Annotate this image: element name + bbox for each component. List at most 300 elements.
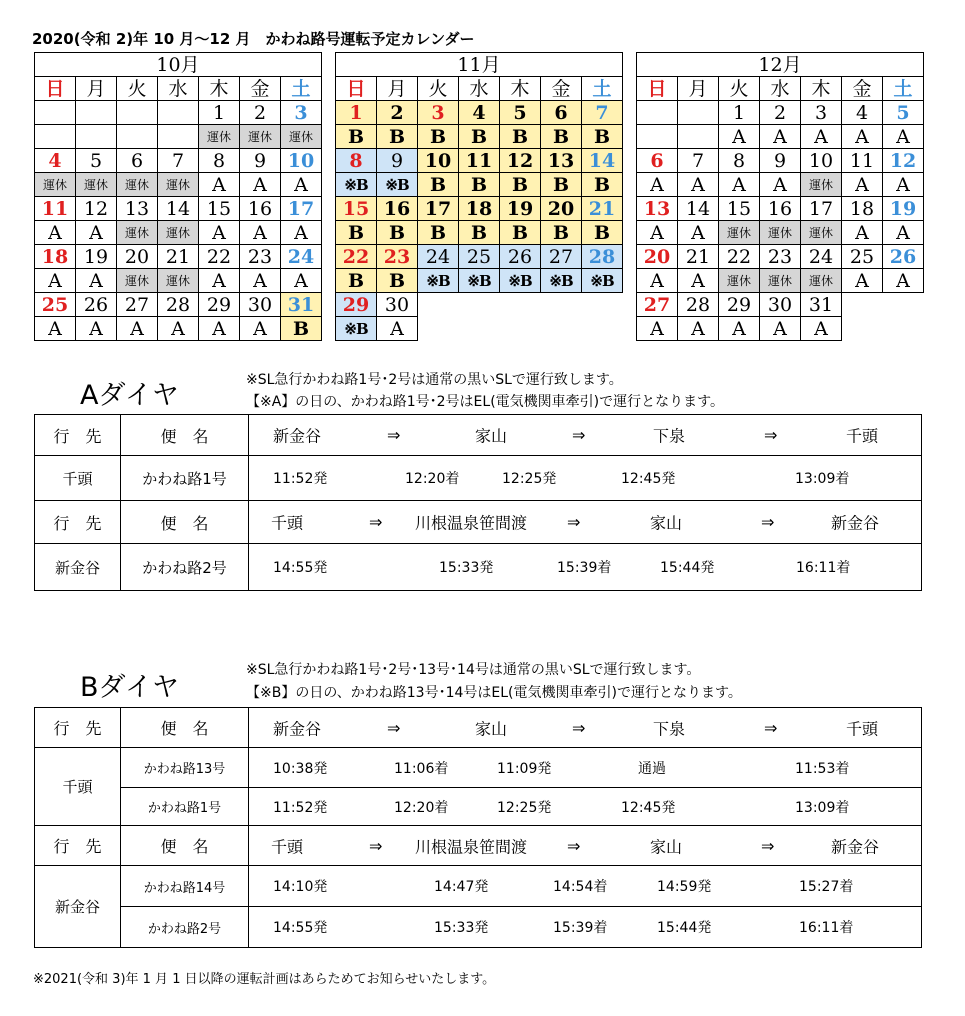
service-mark: B <box>541 173 582 197</box>
station-name: 新金谷 <box>831 513 880 533</box>
service-mark: 運休 <box>158 173 199 197</box>
arrow: ⇒ <box>369 836 383 855</box>
day-number: 9 <box>377 149 418 173</box>
service-mark: 運休 <box>117 221 158 245</box>
day-number: 18 <box>459 197 500 221</box>
service-mark: 運休 <box>240 125 281 149</box>
dia-a-note-2: 【※A】の日の、かわね路1号･2号はEL(電気機関車牽引)で運行となります。 <box>246 394 725 410</box>
service-mark: A <box>719 125 760 149</box>
day-number: 20 <box>637 245 678 269</box>
day-number: 19 <box>76 245 117 269</box>
day-number: 4 <box>842 101 883 125</box>
day-number: 7 <box>158 149 199 173</box>
service-mark: A <box>281 173 322 197</box>
service-mark: ※B <box>459 269 500 293</box>
service-mark: ※B <box>418 269 459 293</box>
day-number: 29 <box>719 293 760 317</box>
day-number: 10 <box>418 149 459 173</box>
empty-mark <box>158 125 199 149</box>
day-number: 1 <box>336 101 377 125</box>
station-name: 下泉 <box>653 719 686 738</box>
empty-mark <box>541 317 582 341</box>
day-number: 28 <box>582 245 623 269</box>
day-number: 12 <box>76 197 117 221</box>
service-mark: A <box>199 173 240 197</box>
day-number: 30 <box>240 293 281 317</box>
day-number: 8 <box>719 149 760 173</box>
empty-day <box>418 293 459 317</box>
time: 11:53着 <box>795 760 850 777</box>
day-number: 19 <box>500 197 541 221</box>
time: 14:47発 <box>434 879 489 895</box>
service-mark: A <box>35 269 76 293</box>
station-name: 新金谷 <box>273 719 322 738</box>
day-number: 29 <box>336 293 377 317</box>
service-mark: A <box>801 317 842 341</box>
day-number: 13 <box>117 197 158 221</box>
empty-mark <box>500 317 541 341</box>
service-mark: B <box>582 173 623 197</box>
day-number: 14 <box>678 197 719 221</box>
time: 14:59発 <box>657 879 712 895</box>
day-number: 17 <box>281 197 322 221</box>
train-name: かわね路2号 <box>121 544 249 591</box>
empty-day <box>883 293 924 317</box>
service-mark: A <box>240 317 281 341</box>
header-destination: 行 先 <box>35 501 121 544</box>
train-times <box>249 788 922 826</box>
service-mark: 運休 <box>117 269 158 293</box>
train-times <box>249 544 922 591</box>
train-times <box>249 748 922 788</box>
day-number: 29 <box>199 293 240 317</box>
day-number: 26 <box>883 245 924 269</box>
service-mark: A <box>637 317 678 341</box>
service-mark: A <box>35 221 76 245</box>
day-number: 25 <box>35 293 76 317</box>
header-destination: 行 先 <box>35 826 121 866</box>
arrow: ⇒ <box>387 718 401 737</box>
empty-day <box>35 101 76 125</box>
day-number: 3 <box>418 101 459 125</box>
day-number: 20 <box>117 245 158 269</box>
station-name: 新金谷 <box>831 837 880 856</box>
day-number: 14 <box>158 197 199 221</box>
time: 12:20着 <box>394 799 449 816</box>
day-number: 2 <box>240 101 281 125</box>
day-number: 9 <box>240 149 281 173</box>
train-times <box>249 866 922 907</box>
day-number: 5 <box>500 101 541 125</box>
station-name: 新金谷 <box>273 426 322 446</box>
calendar-december <box>636 52 924 341</box>
empty-day <box>582 293 623 317</box>
header-destination: 行 先 <box>35 708 121 748</box>
weekday-header: 金 <box>240 77 281 101</box>
day-number: 30 <box>377 293 418 317</box>
weekday-header: 水 <box>158 77 199 101</box>
service-mark: A <box>760 317 801 341</box>
service-mark: A <box>240 173 281 197</box>
service-mark: 運休 <box>76 173 117 197</box>
header-train-name: 便 名 <box>121 415 249 456</box>
day-number: 6 <box>637 149 678 173</box>
dia-b-title: Bダイヤ <box>80 672 179 703</box>
day-number: 21 <box>678 245 719 269</box>
arrow: ⇒ <box>567 512 581 532</box>
service-mark: 運休 <box>158 269 199 293</box>
day-number: 4 <box>35 149 76 173</box>
empty-mark <box>418 317 459 341</box>
month-label: 10月 <box>35 53 322 77</box>
day-number: 16 <box>377 197 418 221</box>
service-mark: A <box>637 269 678 293</box>
page-title: 2020(令和 2)年 10 月〜12 月 かわね路号運転予定カレンダー <box>32 30 475 48</box>
service-mark: A <box>158 317 199 341</box>
day-number: 5 <box>883 101 924 125</box>
service-mark: B <box>500 173 541 197</box>
dia-a-title: Aダイヤ <box>80 380 179 411</box>
service-mark: 運休 <box>760 269 801 293</box>
time: 15:39着 <box>553 920 608 936</box>
day-number: 28 <box>678 293 719 317</box>
train-times <box>249 907 922 948</box>
service-mark: B <box>541 125 582 149</box>
weekday-header: 水 <box>760 77 801 101</box>
service-mark: A <box>883 269 924 293</box>
day-number: 31 <box>801 293 842 317</box>
service-mark: 運休 <box>801 269 842 293</box>
empty-day <box>76 101 117 125</box>
day-number: 24 <box>418 245 459 269</box>
up-station-row <box>249 826 922 866</box>
day-number: 27 <box>637 293 678 317</box>
day-number: 21 <box>158 245 199 269</box>
day-number: 16 <box>760 197 801 221</box>
service-mark: A <box>76 317 117 341</box>
weekday-header: 土 <box>883 77 924 101</box>
day-number: 2 <box>760 101 801 125</box>
service-mark: 運休 <box>801 221 842 245</box>
service-mark: A <box>281 221 322 245</box>
day-number: 24 <box>281 245 322 269</box>
station-name: 家山 <box>475 719 508 738</box>
day-number: 1 <box>719 101 760 125</box>
train-name: かわね路13号 <box>121 748 249 788</box>
service-mark: A <box>76 221 117 245</box>
service-mark: A <box>719 317 760 341</box>
day-number: 31 <box>281 293 322 317</box>
day-number: 12 <box>500 149 541 173</box>
service-mark: 運休 <box>719 269 760 293</box>
arrow: ⇒ <box>764 718 778 737</box>
weekday-header: 火 <box>117 77 158 101</box>
time: 14:55発 <box>273 560 328 576</box>
service-mark: A <box>199 269 240 293</box>
day-number: 13 <box>541 149 582 173</box>
service-mark: 運休 <box>117 173 158 197</box>
header-train-name: 便 名 <box>121 826 249 866</box>
time: 15:33発 <box>434 920 489 936</box>
month-label: 11月 <box>336 53 623 77</box>
day-number: 8 <box>199 149 240 173</box>
time: 15:44発 <box>657 920 712 936</box>
day-number: 10 <box>801 149 842 173</box>
dia-a-note-1: ※SL急行かわね路1号･2号は通常の黒いSLで運行致します。 <box>246 372 623 388</box>
time: 13:09着 <box>795 471 850 487</box>
day-number: 22 <box>199 245 240 269</box>
empty-day <box>158 101 199 125</box>
service-mark: A <box>719 173 760 197</box>
day-number: 16 <box>240 197 281 221</box>
destination-cell: 千頭 <box>35 456 121 501</box>
dia-b-timetable <box>34 707 922 948</box>
service-mark: B <box>459 173 500 197</box>
service-mark: B <box>418 125 459 149</box>
header-train-name: 便 名 <box>121 708 249 748</box>
day-number: 2 <box>377 101 418 125</box>
service-mark: A <box>760 125 801 149</box>
service-mark: B <box>582 221 623 245</box>
weekday-header: 日 <box>336 77 377 101</box>
service-mark: A <box>240 269 281 293</box>
empty-day <box>637 101 678 125</box>
time: 14:54着 <box>553 879 608 895</box>
service-mark: A <box>801 125 842 149</box>
empty-day <box>842 293 883 317</box>
weekday-header: 月 <box>377 77 418 101</box>
time: 15:44発 <box>660 560 715 576</box>
day-number: 7 <box>582 101 623 125</box>
time: 15:27着 <box>799 879 854 895</box>
time: 10:38発 <box>273 760 328 777</box>
service-mark: ※B <box>377 173 418 197</box>
service-mark: A <box>281 269 322 293</box>
time: 16:11着 <box>796 560 851 576</box>
day-number: 25 <box>459 245 500 269</box>
time: 11:52発 <box>273 471 328 487</box>
station-name: 千頭 <box>271 837 304 856</box>
service-mark: A <box>35 317 76 341</box>
destination-cell: 新金谷 <box>35 544 121 591</box>
day-number: 13 <box>637 197 678 221</box>
weekday-header: 木 <box>500 77 541 101</box>
service-mark: B <box>541 221 582 245</box>
arrow: ⇒ <box>761 512 775 532</box>
station-name: 川根温泉笹間渡 <box>415 513 528 533</box>
service-mark: A <box>117 317 158 341</box>
service-mark: B <box>336 221 377 245</box>
weekday-header: 土 <box>281 77 322 101</box>
service-mark: A <box>842 125 883 149</box>
day-number: 23 <box>377 245 418 269</box>
empty-mark <box>842 317 883 341</box>
day-number: 28 <box>158 293 199 317</box>
arrow: ⇒ <box>567 836 581 855</box>
weekday-header: 金 <box>541 77 582 101</box>
time: 12:25発 <box>502 471 557 487</box>
service-mark: A <box>883 173 924 197</box>
service-mark: A <box>842 173 883 197</box>
service-mark: B <box>582 125 623 149</box>
weekday-header: 木 <box>199 77 240 101</box>
empty-day <box>678 101 719 125</box>
arrow: ⇒ <box>387 425 401 445</box>
time: 11:52発 <box>273 799 328 816</box>
station-name: 千頭 <box>846 719 879 738</box>
weekday-header: 日 <box>637 77 678 101</box>
train-name: かわね路1号 <box>121 456 249 501</box>
empty-day <box>459 293 500 317</box>
train-name: かわね路2号 <box>121 907 249 948</box>
day-number: 7 <box>678 149 719 173</box>
calendar-november <box>335 52 623 341</box>
train-name: かわね路1号 <box>121 788 249 826</box>
day-number: 15 <box>719 197 760 221</box>
day-number: 18 <box>842 197 883 221</box>
empty-mark <box>76 125 117 149</box>
day-number: 19 <box>883 197 924 221</box>
day-number: 17 <box>801 197 842 221</box>
empty-day <box>117 101 158 125</box>
service-mark: 運休 <box>199 125 240 149</box>
service-mark: 運休 <box>35 173 76 197</box>
service-mark: A <box>199 317 240 341</box>
station-name: 家山 <box>475 426 508 446</box>
service-mark: 運休 <box>158 221 199 245</box>
day-number: 22 <box>719 245 760 269</box>
arrow: ⇒ <box>572 718 586 737</box>
service-mark: B <box>500 221 541 245</box>
empty-mark <box>35 125 76 149</box>
day-number: 18 <box>35 245 76 269</box>
empty-mark <box>459 317 500 341</box>
time: 12:20着 <box>405 471 460 487</box>
day-number: 23 <box>240 245 281 269</box>
destination-cell: 千頭 <box>35 748 121 826</box>
service-mark: B <box>336 269 377 293</box>
service-mark: ※B <box>541 269 582 293</box>
time: 12:45発 <box>621 471 676 487</box>
time: 11:09発 <box>497 760 552 777</box>
service-mark: 運休 <box>719 221 760 245</box>
dia-b-note-2: 【※B】の日の、かわね路13号･14号はEL(電気機関車牽引)で運行となります。 <box>246 685 742 701</box>
day-number: 25 <box>842 245 883 269</box>
empty-day <box>541 293 582 317</box>
service-mark: A <box>678 221 719 245</box>
station-name: 千頭 <box>846 426 879 446</box>
day-number: 24 <box>801 245 842 269</box>
service-mark: B <box>336 125 377 149</box>
service-mark: ※B <box>582 269 623 293</box>
day-number: 17 <box>418 197 459 221</box>
station-name: 下泉 <box>653 426 686 446</box>
day-number: 9 <box>760 149 801 173</box>
arrow: ⇒ <box>764 425 778 445</box>
day-number: 23 <box>760 245 801 269</box>
service-mark: B <box>418 221 459 245</box>
service-mark: B <box>377 221 418 245</box>
time: 通過 <box>638 760 666 777</box>
arrow: ⇒ <box>369 512 383 532</box>
day-number: 14 <box>582 149 623 173</box>
service-mark: ※B <box>336 317 377 341</box>
weekday-header: 月 <box>76 77 117 101</box>
month-label: 12月 <box>637 53 924 77</box>
service-mark: A <box>842 269 883 293</box>
service-mark: B <box>459 221 500 245</box>
day-number: 15 <box>336 197 377 221</box>
service-mark: 運休 <box>281 125 322 149</box>
weekday-header: 木 <box>801 77 842 101</box>
day-number: 5 <box>76 149 117 173</box>
service-mark: A <box>678 269 719 293</box>
weekday-header: 金 <box>842 77 883 101</box>
day-number: 26 <box>500 245 541 269</box>
weekday-header: 火 <box>418 77 459 101</box>
station-name: 家山 <box>650 837 683 856</box>
service-mark: ※B <box>500 269 541 293</box>
service-mark: B <box>281 317 322 341</box>
weekday-header: 日 <box>35 77 76 101</box>
day-number: 27 <box>541 245 582 269</box>
day-number: 11 <box>842 149 883 173</box>
empty-mark <box>637 125 678 149</box>
down-station-row <box>249 415 922 456</box>
day-number: 1 <box>199 101 240 125</box>
time: 15:39着 <box>557 560 612 576</box>
service-mark: B <box>377 125 418 149</box>
service-mark: 運休 <box>801 173 842 197</box>
service-mark: A <box>842 221 883 245</box>
calendar-october <box>34 52 322 341</box>
day-number: 22 <box>336 245 377 269</box>
train-name: かわね路14号 <box>121 866 249 907</box>
empty-mark <box>117 125 158 149</box>
time: 12:45発 <box>621 799 676 816</box>
empty-day <box>500 293 541 317</box>
service-mark: B <box>377 269 418 293</box>
time: 13:09着 <box>795 799 850 816</box>
service-mark: A <box>377 317 418 341</box>
day-number: 12 <box>883 149 924 173</box>
day-number: 6 <box>117 149 158 173</box>
dia-a-timetable <box>34 414 922 591</box>
service-mark: A <box>678 173 719 197</box>
day-number: 11 <box>459 149 500 173</box>
service-mark: B <box>500 125 541 149</box>
station-name: 家山 <box>650 513 683 533</box>
time: 16:11着 <box>799 920 854 936</box>
header-train-name: 便 名 <box>121 501 249 544</box>
weekday-header: 火 <box>719 77 760 101</box>
weekday-header: 水 <box>459 77 500 101</box>
day-number: 21 <box>582 197 623 221</box>
arrow: ⇒ <box>761 836 775 855</box>
service-mark: A <box>760 173 801 197</box>
service-mark: A <box>76 269 117 293</box>
day-number: 26 <box>76 293 117 317</box>
train-times <box>249 456 922 501</box>
service-mark: ※B <box>336 173 377 197</box>
empty-mark <box>678 125 719 149</box>
day-number: 10 <box>281 149 322 173</box>
up-station-row <box>249 501 922 544</box>
time: 14:10発 <box>273 879 328 895</box>
dia-b-note-1: ※SL急行かわね路1号･2号･13号･14号は通常の黒いSLで運行致します。 <box>246 662 701 678</box>
service-mark: A <box>637 173 678 197</box>
service-mark: A <box>637 221 678 245</box>
